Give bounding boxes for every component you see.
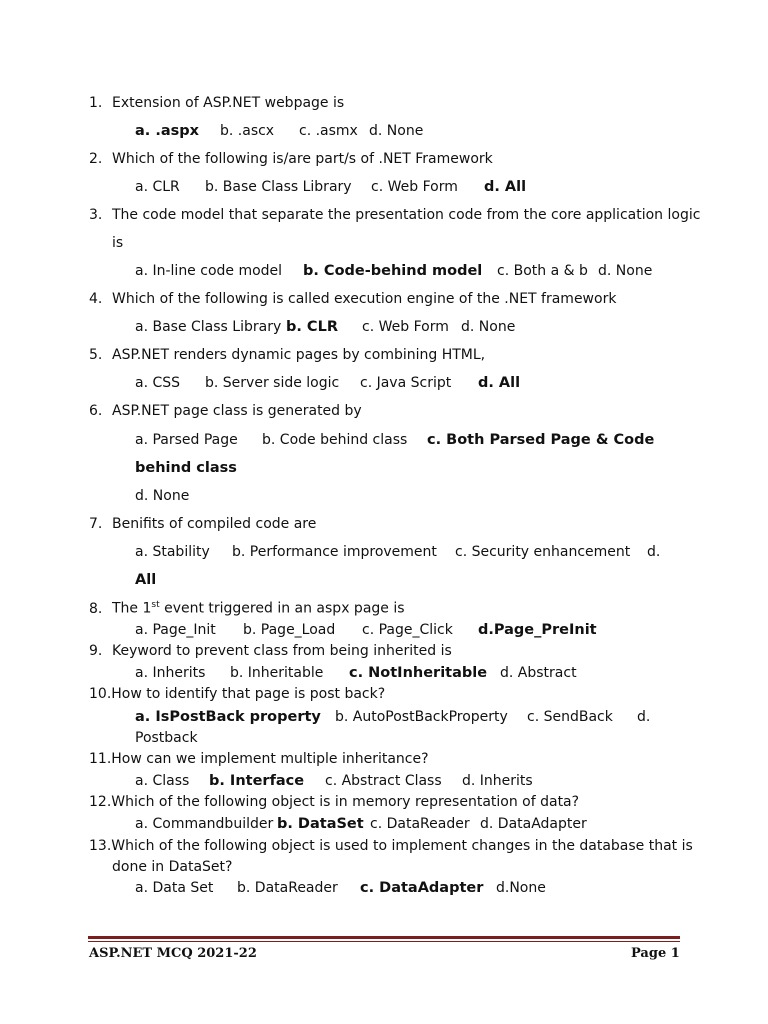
question-10: 10.How to identify that page is post back? [89, 686, 386, 702]
question-2: 2. Which of the following is/are part/s of .NET Framework [89, 151, 493, 167]
q9-option-b: b. Inheritable [230, 665, 324, 681]
q7-option-c: c. Security enhancement [455, 544, 631, 560]
q9-option-a: a. Inherits [135, 665, 206, 681]
q10-option-d: d. [637, 709, 651, 725]
q13-option-d: d.None [496, 880, 546, 896]
q8-option-b: b. Page_Load [243, 622, 336, 638]
q3-option-a: a. In-line code model [135, 263, 283, 279]
footer-title: ASP.NET MCQ 2021-22 [89, 946, 257, 961]
q2-option-d: d. All [484, 179, 527, 195]
question-11: 11.How can we implement multiple inheritance? [89, 751, 429, 767]
q11-option-c: c. Abstract Class [325, 773, 442, 789]
q7-option-d-continued: All [135, 572, 157, 588]
question-5: 5. ASP.NET renders dynamic pages by combining HTML, [89, 347, 486, 363]
q12-option-d: d. DataAdapter [480, 816, 587, 832]
q7-option-d: d. [647, 544, 661, 560]
q1-option-d: d. None [369, 123, 424, 139]
q11-option-a: a. Class [135, 773, 190, 789]
q7-option-a: a. Stability [135, 544, 210, 560]
q8-option-a: a. Page_Init [135, 622, 216, 638]
question-1: 1. Extension of ASP.NET webpage is [89, 95, 345, 111]
q6-option-b: b. Code behind class [262, 432, 408, 448]
q2-option-a: a. CLR [135, 179, 180, 195]
q13-option-b: b. DataReader [237, 880, 338, 896]
q12-option-a: a. Commandbuilder [135, 816, 274, 832]
q10-option-c: c. SendBack [527, 709, 613, 725]
q4-option-c: c. Web Form [362, 319, 449, 335]
q11-option-d: d. Inherits [462, 773, 533, 789]
q13-option-a: a. Data Set [135, 880, 214, 896]
q3-option-c: c. Both a & b [497, 263, 588, 279]
question-3: 3. The code model that separate the presentation code from the core application logic [89, 207, 701, 223]
q4-option-a: a. Base Class Library [135, 319, 282, 335]
q4-option-d: d. None [461, 319, 516, 335]
q3-option-b: b. Code-behind model [303, 263, 483, 279]
question-7: 7. Benifits of compiled code are [89, 516, 317, 532]
page-number: Page 1 [631, 946, 680, 961]
q13-option-c: c. DataAdapter [360, 880, 484, 896]
q1-option-b: b. .ascx [220, 123, 275, 139]
question-8: 8. The 1st event triggered in an aspx page is [89, 600, 405, 617]
q12-option-c: c. DataReader [370, 816, 470, 832]
q4-option-b: b. CLR [286, 319, 338, 335]
q5-option-d: d. All [478, 375, 521, 391]
q9-option-d: d. Abstract [500, 665, 577, 681]
q6-option-a: a. Parsed Page [135, 432, 238, 448]
q3-option-d: d. None [598, 263, 653, 279]
q5-option-a: a. CSS [135, 375, 181, 391]
q12-option-b: b. DataSet [277, 816, 364, 832]
q2-option-c: c. Web Form [371, 179, 458, 195]
q5-option-c: c. Java Script [360, 375, 452, 391]
q6-option-c-continued: behind class [135, 460, 237, 476]
question-3-continued: is [112, 235, 124, 251]
q2-option-b: b. Base Class Library [205, 179, 352, 195]
question-13: 13.Which of the following object is used to implement changes in the database that is [89, 838, 693, 854]
question-9: 9. Keyword to prevent class from being inherited is [89, 643, 452, 659]
q8-option-d: d.Page_PreInit [478, 622, 597, 638]
q9-option-c: c. NotInheritable [349, 665, 488, 681]
q10-option-b: b. AutoPostBackProperty [335, 709, 508, 725]
q10-option-d-continued: Postback [135, 730, 198, 746]
q1-option-c: c. .asmx [299, 123, 358, 139]
question-13-continued: done in DataSet? [112, 859, 233, 875]
footer-rule-thick [88, 936, 680, 939]
q11-option-b: b. Interface [209, 773, 305, 789]
question-6: 6. ASP.NET page class is generated by [89, 403, 362, 419]
question-12: 12.Which of the following object is in memory representation of data? [89, 794, 580, 810]
q5-option-b: b. Server side logic [205, 375, 340, 391]
q6-option-d: d. None [135, 488, 190, 504]
q6-option-c: c. Both Parsed Page & Code [427, 432, 655, 448]
q8-option-c: c. Page_Click [362, 622, 453, 638]
question-4: 4. Which of the following is called execution engine of the .NET framework [89, 291, 617, 307]
footer-rule-thin [88, 941, 680, 942]
q7-option-b: b. Performance improvement [232, 544, 437, 560]
q10-option-a: a. IsPostBack property [135, 709, 321, 725]
q1-option-a: a. .aspx [135, 123, 199, 139]
